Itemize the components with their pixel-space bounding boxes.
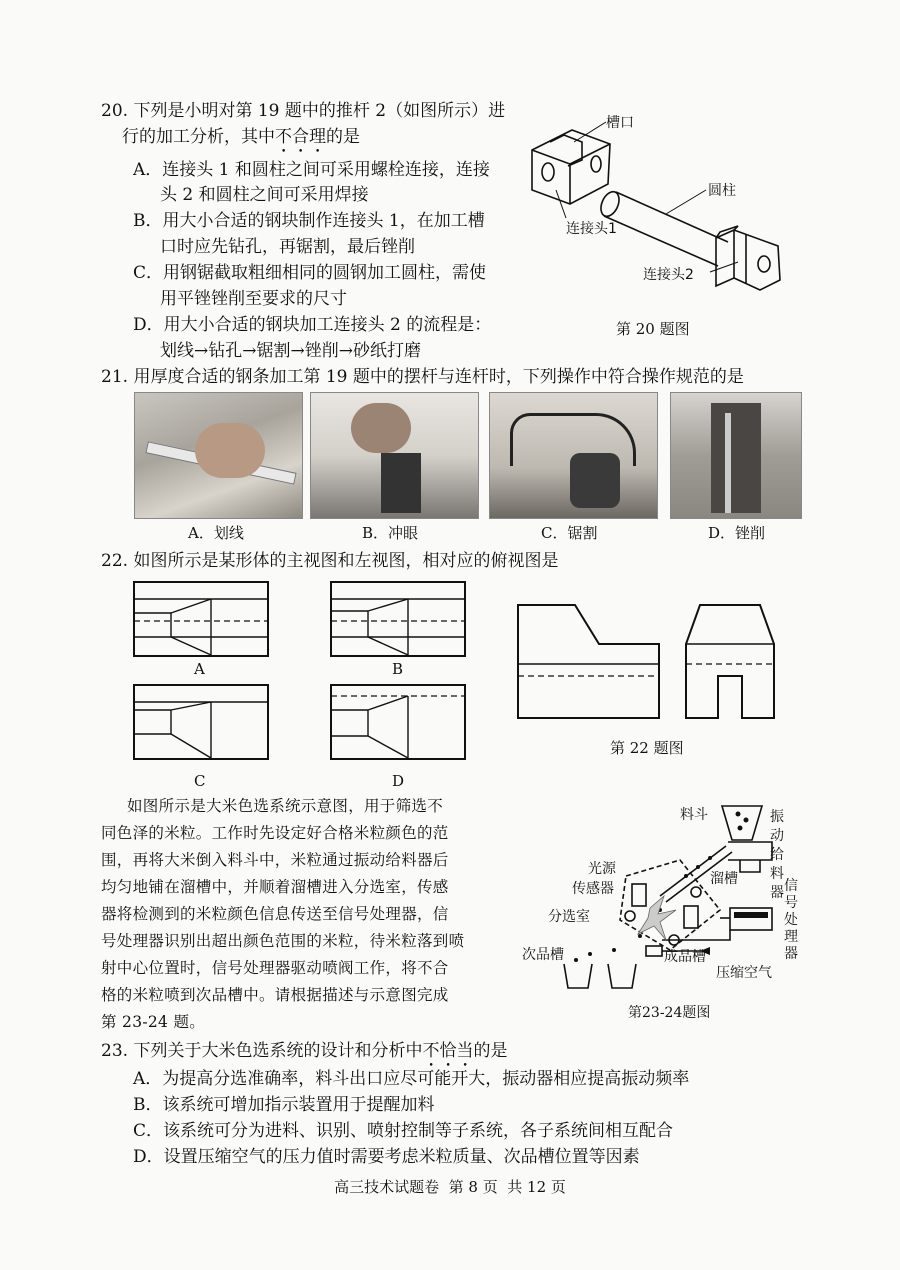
q22-option-c-view[interactable] (133, 684, 269, 760)
q22-option-b-view[interactable] (330, 581, 466, 657)
label-sensor: 传感器 (572, 881, 614, 897)
label-slot: 槽口 (606, 115, 634, 131)
q20-option-c-line2: 用平锉锉削至要求的尺寸 (160, 289, 347, 309)
photo-marking[interactable] (134, 392, 303, 519)
q20-option-b-line1[interactable]: B．用大小合适的钢块制作连接头 1，在加工槽 (133, 211, 485, 231)
q22-option-d-view[interactable] (330, 684, 466, 760)
q21-option-d[interactable]: D．锉削 (708, 524, 766, 542)
q20-stem-line1: 20. 下列是小明对第 19 题中的推杆 2（如图所示）进 (101, 101, 506, 121)
q22-front-view (517, 604, 661, 720)
q20-stem-line2: 行的加工分析，其中不合理的是 (122, 127, 360, 147)
label-vibrator: 振 动 给 料 器 (770, 809, 784, 901)
passage-line-6: 号处理器识别出超出颜色范围的米粒，待米粒落到喷 (101, 932, 465, 950)
label-cylinder: 圆柱 (708, 183, 736, 199)
q21-option-c[interactable]: C．锯割 (541, 524, 598, 542)
q20-option-b-line2: 口时应先钻孔，再锯割，最后锉削 (160, 237, 415, 257)
photo-punching[interactable] (310, 392, 479, 519)
label-product-bin: 成品槽 (664, 949, 706, 965)
q20-option-d-line2: 划线→钻孔→锯割→锉削→砂纸打磨 (160, 341, 421, 361)
passage-line-3: 围，再将大米倒入料斗中，米粒通过振动给料器后 (101, 851, 449, 869)
q20-emphasis: 不合理 (275, 127, 326, 147)
label-chute: 溜槽 (710, 871, 738, 887)
passage-line-2: 同色泽的米粒。工作时先设定好合格米粒颜色的范 (101, 824, 449, 842)
q22-left-view (684, 604, 776, 720)
q21-option-b[interactable]: B．冲眼 (362, 524, 419, 542)
passage-line-8: 格的米粒喷到次品槽中。请根据描述与示意图完成 (101, 986, 449, 1004)
q21-stem: 21. 用厚度合适的钢条加工第 19 题中的摆杆与连杆时，下列操作中符合操作规范的是 (101, 367, 744, 387)
q23-option-c[interactable]: C．该系统可分为进料、识别、喷射控制等子系统，各子系统间相互配合 (133, 1121, 674, 1141)
passage-line-4: 均匀地铺在溜槽中，并顺着溜槽进入分选室，传感 (101, 878, 449, 896)
passage-line-5: 器将检测到的米粒颜色信息传送至信号处理器，信 (101, 905, 449, 923)
label-reject-bin: 次品槽 (522, 947, 564, 963)
q20-option-a-line1[interactable]: A．连接头 1 和圆柱之间可采用螺栓连接，连接 (133, 160, 490, 180)
page-footer: 高三技术试题卷 第 8 页 共 12 页 (334, 1178, 566, 1196)
q20-option-c-line1[interactable]: C．用钢锯截取粗细相同的圆钢加工圆柱，需使 (133, 263, 487, 283)
q22-label-c: C (194, 772, 206, 790)
label-compressed-air: 压缩空气 (716, 965, 772, 981)
q23-stem: 23. 下列关于大米色选系统的设计和分析中不恰当的是 (101, 1041, 508, 1061)
q22-label-d: D (392, 772, 405, 790)
q23-option-b[interactable]: B．该系统可增加指示装置用于提醒加料 (133, 1095, 435, 1115)
label-light-source: 光源 (588, 861, 616, 877)
q23-option-a[interactable]: A．为提高分选准确率，料斗出口应尽可能开大，振动器相应提高振动频率 (133, 1069, 690, 1089)
passage-line-1: 如图所示是大米色选系统示意图，用于筛选不 (127, 797, 444, 815)
passage-line-7: 射中心位置时，信号处理器驱动喷阀工作，将不合 (101, 959, 449, 977)
label-signal-processor: 信 号 处 理 器 (784, 878, 798, 962)
q22-stem: 22. 如图所示是某形体的主视图和左视图，相对应的俯视图是 (101, 551, 559, 571)
q22-option-a-view[interactable] (133, 581, 269, 657)
fig20-caption: 第 20 题图 (616, 320, 690, 338)
photo-filing[interactable] (670, 392, 802, 519)
photo-sawing[interactable] (489, 392, 658, 519)
fig22-caption: 第 22 题图 (610, 739, 684, 757)
q20-option-d-line1[interactable]: D．用大小合适的钢块加工连接头 2 的流程是： (133, 315, 492, 335)
q22-label-a: A (194, 660, 205, 678)
label-head-1: 连接头1 (566, 221, 617, 237)
passage-line-9: 第 23-24 题。 (101, 1013, 206, 1031)
push-rod-figure (520, 120, 800, 320)
label-head-2: 连接头2 (643, 267, 694, 283)
label-sorting-chamber: 分选室 (548, 909, 590, 925)
q23-option-d[interactable]: D．设置压缩空气的压力值时需要考虑米粒质量、次品槽位置等因素 (133, 1147, 640, 1167)
q20-option-a-line2: 头 2 和圆柱之间可采用焊接 (160, 185, 369, 205)
q23-emphasis: 不恰当 (422, 1041, 474, 1061)
fig23-24-caption: 第23-24题图 (628, 1005, 711, 1021)
label-hopper: 料斗 (680, 807, 708, 823)
q22-label-b: B (392, 660, 404, 678)
q21-option-a[interactable]: A．划线 (188, 524, 244, 542)
